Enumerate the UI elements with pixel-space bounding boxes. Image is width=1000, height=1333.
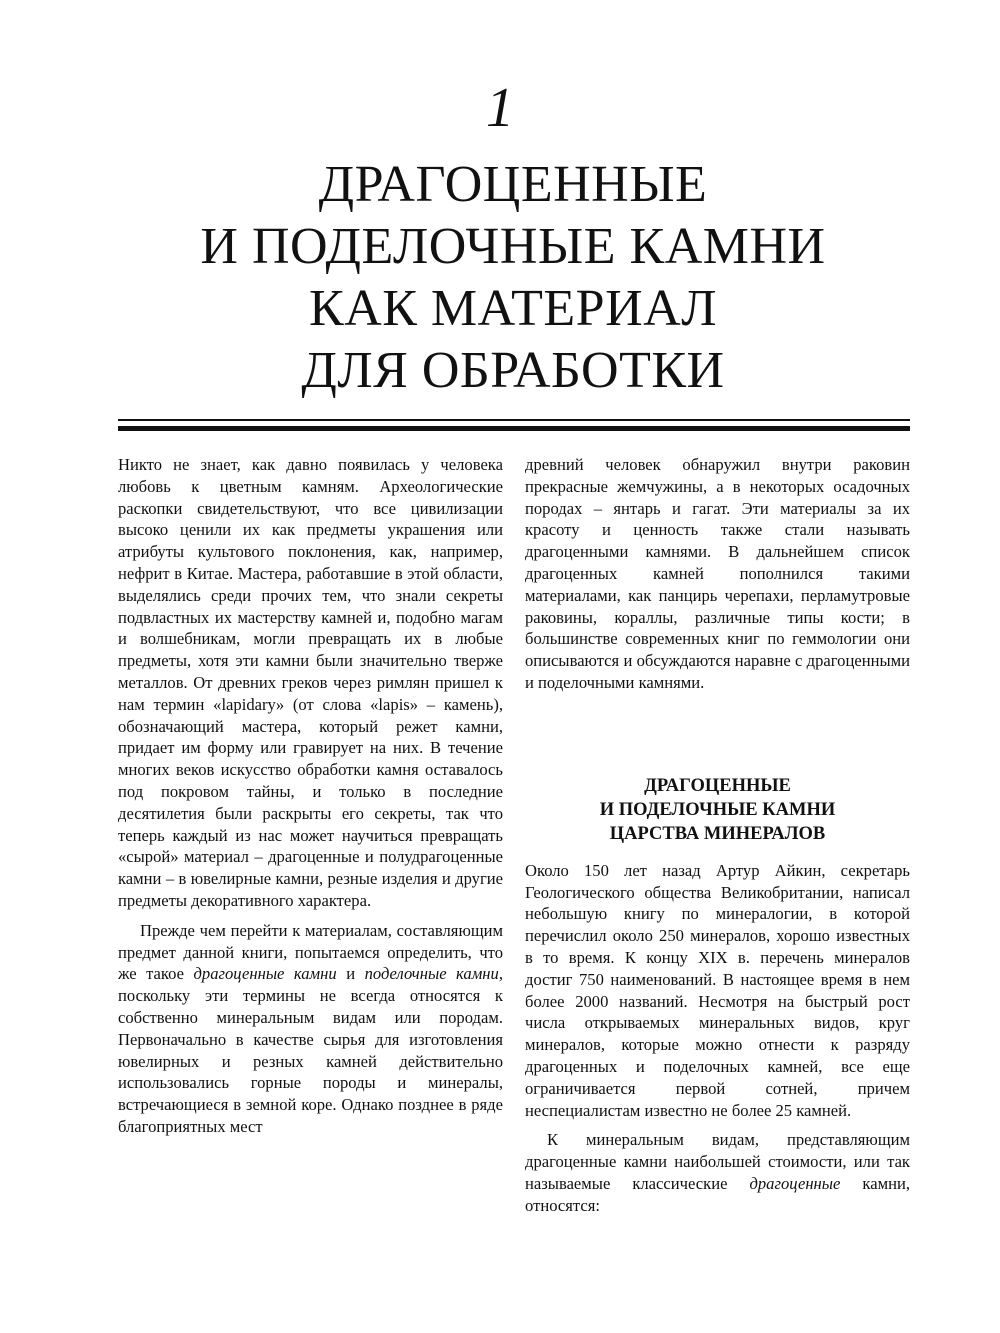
section-heading-line: И ПОДЕЛОЧНЫЕ КАМНИ — [599, 799, 836, 820]
section-heading-line: ДРАГОЦЕННЫЕ — [644, 775, 791, 796]
section-heading-line: ЦАРСТВА МИНЕРАЛОВ — [609, 823, 826, 844]
divider-rule-thick — [118, 426, 910, 431]
term-italic: драгоценные камни — [193, 964, 337, 984]
paragraph-text: и — [346, 964, 356, 984]
chapter-number: 1 — [486, 77, 514, 139]
term-italic: поделочные камни — [364, 964, 499, 984]
paragraph — [525, 1129, 910, 1216]
paragraph: Около 150 лет назад Артур Айкин, секретарь Геологического общества Великобритании, написал небольшую книгу по минералогии, в которой перечислил около 250 минералов, хорошо известных в то время. К концу XIX в. перечень минералов достиг 750 наименований. В настоящее время в нем более 2000 названий. Несмотря на быстрый рост числа открываемых минеральных видов, круг минералов, которые можно отнести к разряду драгоценных и поделочных камней, все еще ограничивается первой сотней, причем неспециалистам известно не более 25 камней. — [525, 860, 910, 1120]
paragraph: древний человек обнаружил внутри раковин прекрасные жемчужины, а в некоторых осадочных породах – янтарь и гагат. Эти материалы за их красоту и ценность также стали называть драгоценными камнями. В дальнейшем список драгоценных камней пополнился такими материалами, как панцирь черепахи, перламутровые раковины, кораллы, различные типы кости; в большинстве современных книг по геммологии они описываются и обсуждаются наравне с драгоценными и поделочными камнями. — [525, 455, 910, 692]
left-column — [118, 454, 503, 1138]
paragraph — [118, 920, 503, 1138]
paragraph-text: камни, относятся: — [525, 1173, 911, 1215]
paragraph-text: К минеральным видам, представляющим драгоценные камни наибольшей стоимости, или так называемые классические — [525, 1130, 910, 1193]
term-italic: драгоценные — [749, 1173, 841, 1193]
paragraph-text: , поскольку эти термины не всегда относятся к собственно минеральным видам или породам. Первоначально в качестве сырья для изготовления ювелирных и резных камней действительно использовались горные породы и минералы, встречающиеся в земной коре. Однако позднее в ряде благоприятных мест — [118, 964, 503, 1136]
chapter-title-line: И ПОДЕЛОЧНЫЕ КАМНИ — [200, 218, 826, 275]
chapter-title-line: ДЛЯ ОБРАБОТКИ — [301, 342, 725, 399]
section-heading — [525, 774, 910, 846]
divider-rule-thin — [118, 419, 910, 421]
paragraph: Никто не знает, как давно появилась у человека любовь к цветным камням. Археологические раскопки свидетельствуют, что все цивилизации высоко ценили их как предметы украшения или атрибуты культового поклонения, как, например, нефрит в Китае. Мастера, работавшие в этой области, выделялись среди прочих тем, что знали секреты подвластных их мастерству камней и, подобно магам и волшебникам, могли превращать их в любые предметы, хотя эти камни были значительно тверже металлов. От древних греков через римлян пришел к нам термин «lapidary» (от слова «lapis» – камень), обозначающий мастера, который режет камни, придает им форму или гравирует на них. В течение многих веков искусство обработки камня оставалось под покровом тайны, и только в последние десятилетия были раскрыты его секреты, так что теперь каждый из нас может научиться превращать «сырой» материал – драгоценные и полудрагоценные камни – в ювелирные камни, резные изделия и другие предметы декоративного характера. — [118, 455, 503, 910]
chapter-title-line: КАК МАТЕРИАЛ — [309, 280, 717, 337]
chapter-title-line: ДРАГОЦЕННЫЕ — [318, 156, 708, 213]
chapter-title — [118, 154, 908, 402]
paragraph-text: Прежде чем перейти к материалам, составляющим предмет данной книги, попытаемся определить, что же такое — [118, 920, 503, 984]
right-column — [525, 454, 910, 1217]
